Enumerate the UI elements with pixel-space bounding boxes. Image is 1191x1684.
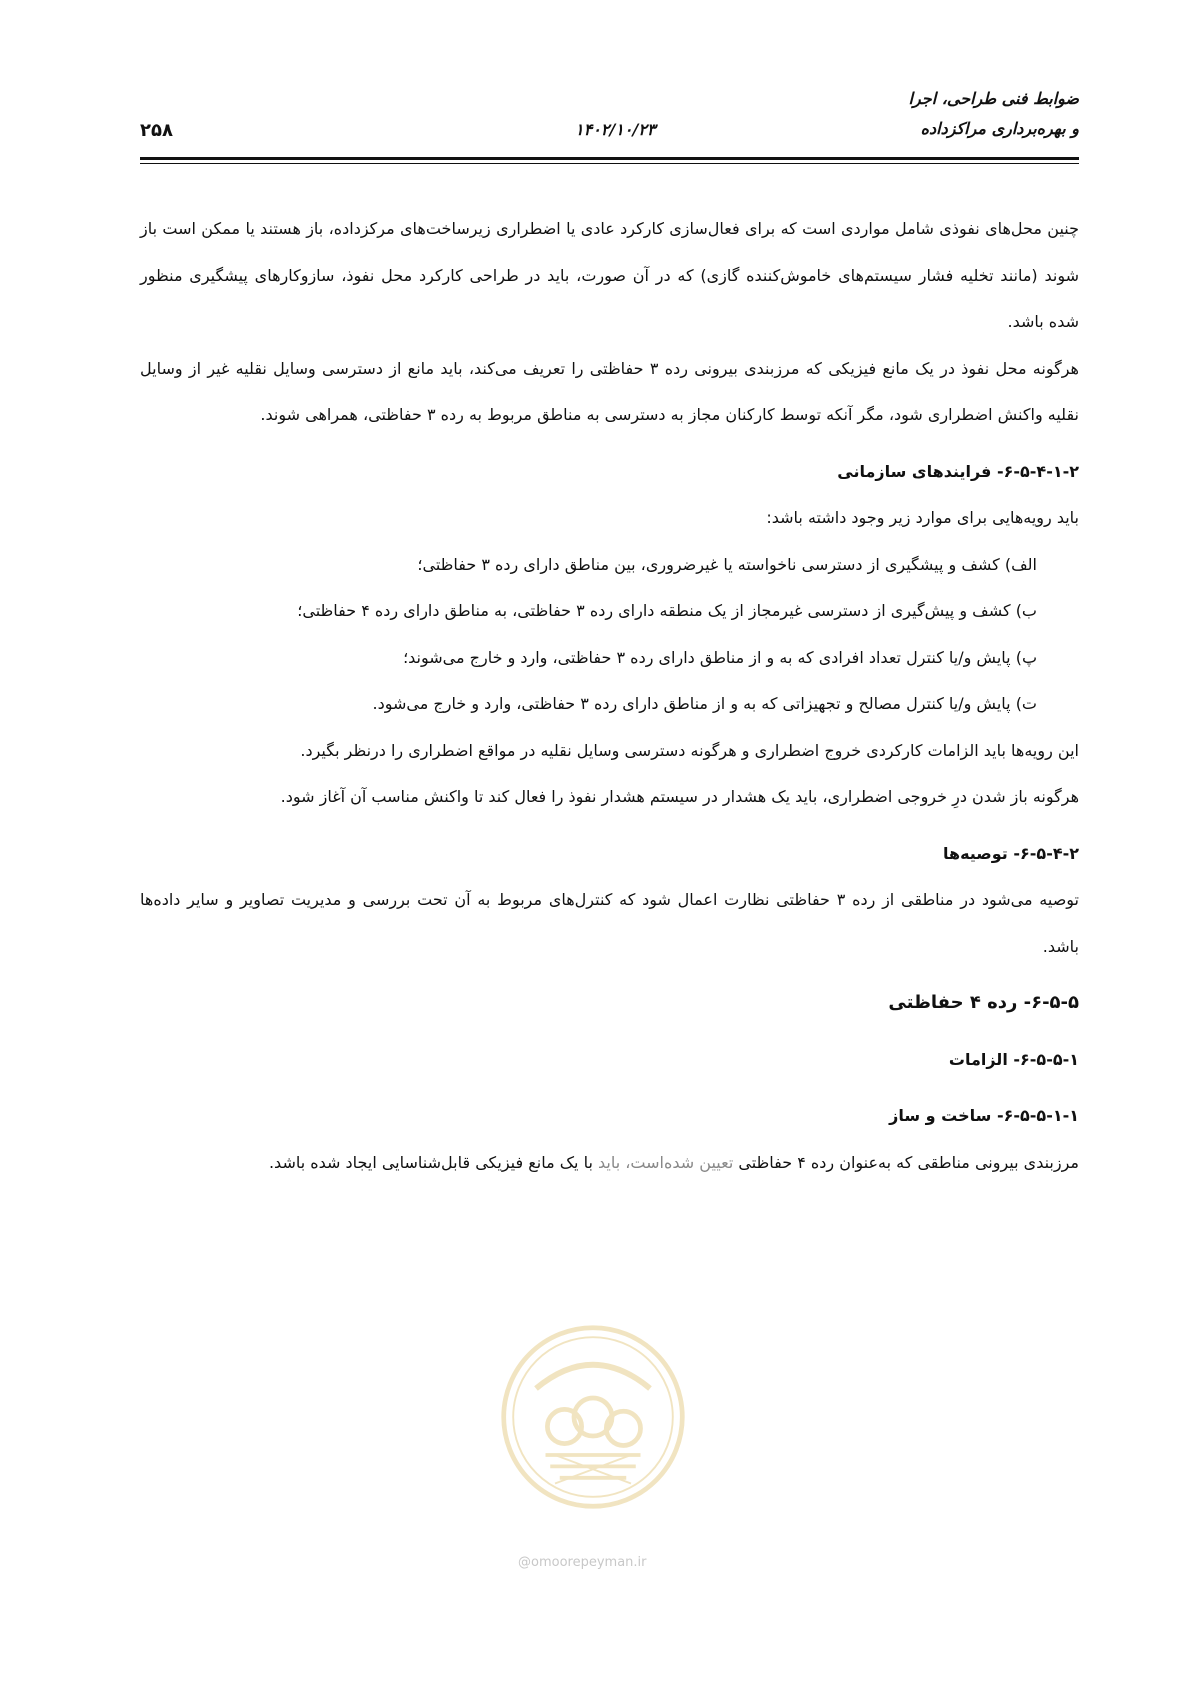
boundary-text-part3: با یک مانع فیزیکی قابل‌شناسایی ایجاد شده باشد. [268, 1152, 593, 1172]
paragraph-penetration-points: چنین محل‌های نفوذی شامل مواردی است که برای فعال‌سازی کارکرد عادی یا اضطراری زیرساخت‌های مرکزداده، باز هستند یا ممکن است باز شوند (مانند تخلیه فشار سیستم‌های خاموش‌کننده گازی) که در آن صورت، باید در طراحی کارکرد محل نفوذ، سازوکارهای پیشگیری منظور شده باشد. [140, 219, 1079, 331]
watermark-logo-icon [498, 1322, 688, 1512]
boundary-text-part1: مرزبندی بیرونی مناطقی که به‌عنوان رده ۴ حفاظتی [733, 1152, 1079, 1172]
heading-level-4: ۶-۵-۵- رده ۴ حفاظتی [888, 992, 1079, 1013]
boundary-text-part2: تعیین شده‌است، باید [592, 1152, 734, 1172]
page-header [140, 78, 1079, 158]
document-title [909, 84, 1079, 144]
document-title-line1: ضوابط فنی طراحی، اجرا [908, 89, 1079, 108]
heading-requirements: ۶-۵-۵-۱- الزامات [948, 1049, 1079, 1069]
heading-construction: ۶-۵-۵-۱-۱- ساخت و ساز [889, 1106, 1079, 1125]
document-date: ۱۴۰۲/۱۰/۲۳ [575, 120, 656, 139]
page-body [140, 206, 1079, 1186]
page-number: ۲۵۸ [140, 120, 173, 141]
watermark-url: @omoorepeyman.ir [518, 1555, 647, 1570]
list-item-b: ب) کشف و پیش‌گیری از دسترسی غیرمجاز از یک منطقه دارای رده ۳ حفاظتی، به مناطق دارای رده ۴ حفاظتی؛ [297, 601, 1037, 620]
header-rule-thin [140, 163, 1079, 164]
header-rule-thick [140, 157, 1079, 160]
document-title-line2: و بهره‌برداری مراکزداده [920, 119, 1079, 138]
paragraph-procedures-intro: باید رویه‌هایی برای موارد زیر وجود داشته باشد: [766, 508, 1079, 527]
heading-recommendations: ۶-۵-۴-۲- توصیه‌ها [942, 843, 1079, 863]
paragraph-level4-boundary [140, 1140, 1079, 1187]
paragraph-exit-alarm: هرگونه باز شدن درِ خروجی اضطراری، باید یک هشدار در سیستم هشدار نفوذ را فعال کند تا واکنش مناسب آن آغاز شود. [280, 787, 1079, 806]
list-item-d: ت) پایش و/یا کنترل مصالح و تجهیزاتی که به و از مناطق دارای رده ۳ حفاظتی، وارد و خارج می‌شود. [372, 694, 1037, 713]
paragraph-emergency-exit: این رویه‌ها باید الزامات کارکردی خروج اضطراری و هرگونه دسترسی وسایل نقلیه در مواقع اضطراری را درنظر بگیرد. [300, 740, 1079, 760]
paragraph-recommendation: توصیه می‌شود در مناطقی از رده ۳ حفاظتی نظارت اعمال شود که کنترل‌های مربوط به آن تحت بررسی و مدیریت تصاویر و سایر داده‌ها باشد. [140, 890, 1080, 956]
paragraph-barrier-vehicles: هرگونه محل نفوذ در یک مانع فیزیکی که مرزبندی بیرونی رده ۳ حفاظتی را تعریف می‌کند، باید مانع از دسترسی وسایل نقلیه غیر از وسایل نقلیه واکنش اضطراری شود، مگر آنکه توسط کارکنان مجاز به دسترسی به مناطق مربوط به رده ۳ حفاظتی، همراهی شوند. [140, 358, 1079, 424]
list-item-a: الف) کشف و پیشگیری از دسترسی ناخواسته یا غیرضروری، بین مناطق دارای رده ۳ حفاظتی؛ [417, 554, 1037, 574]
list-item-c: پ) پایش و/یا کنترل تعداد افرادی که به و از مناطق دارای رده ۳ حفاظتی، وارد و خارج می‌شوند؛ [403, 647, 1037, 667]
heading-organizational-processes: ۶-۵-۴-۱-۲- فرایندهای سازمانی [837, 461, 1079, 481]
